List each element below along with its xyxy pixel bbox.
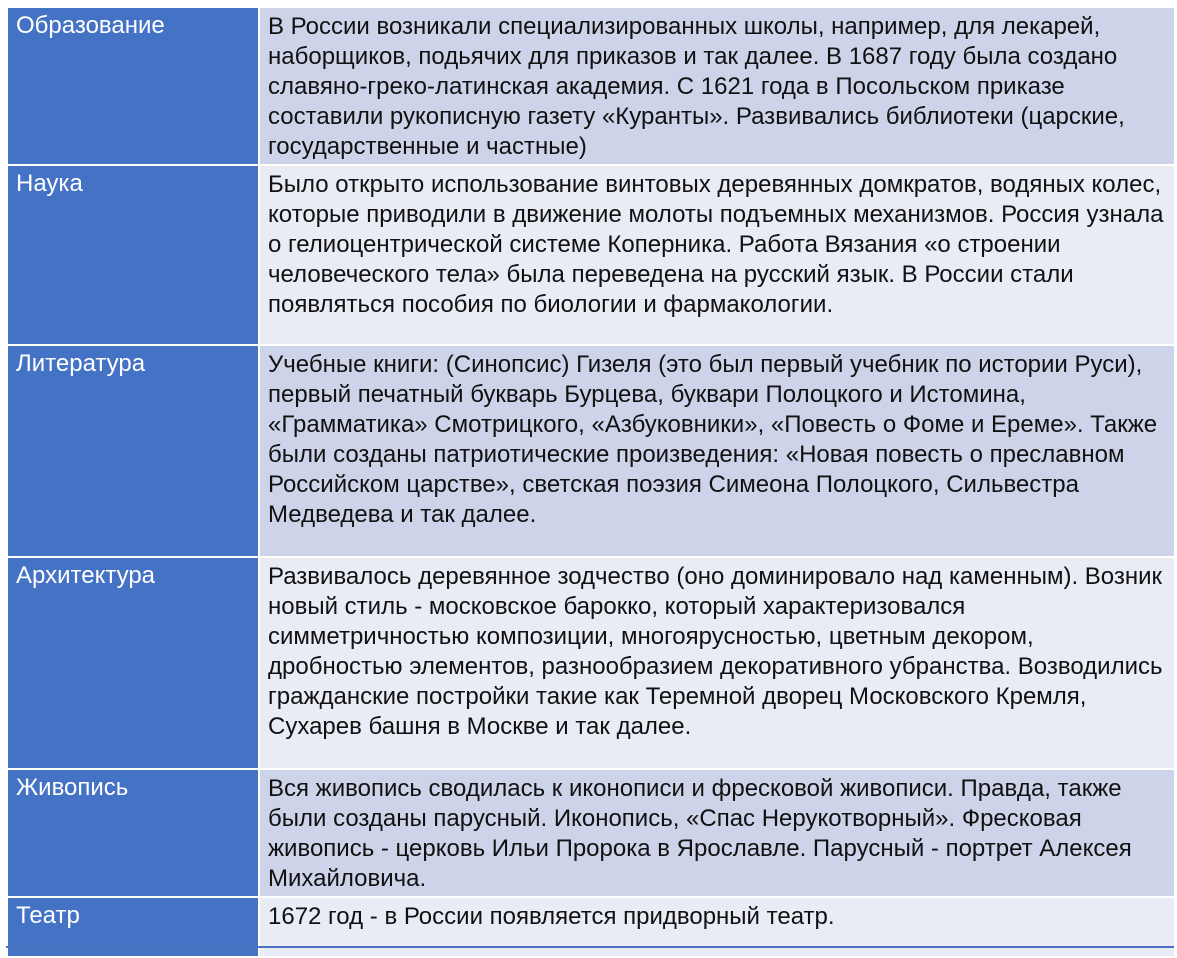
category-cell-architecture: Архитектура <box>7 557 259 769</box>
table-row-literature <box>7 345 1175 557</box>
category-cell-education: Образование <box>7 7 259 165</box>
category-cell-science: Наука <box>7 165 259 345</box>
category-cell-theatre: Театр <box>7 897 259 957</box>
table-row-architecture <box>7 557 1175 769</box>
description-cell-theatre: 1672 год - в России появляется придворный театр. <box>259 897 1175 957</box>
category-cell-painting: Живопись <box>7 769 259 897</box>
description-cell-literature: Учебные книги: (Синопсис) Гизеля (это был первый учебник по истории Руси), первый печатный букварь Бурцева, буквари Полоцкого и Истомина, «Грамматика» Смотрицкого, «Азбуковники», «Повесть о Фоме и Ереме». Также были созданы патриотические произведения: «Новая повесть о преславном Российском царстве», светская поэзия Симеона Полоцкого, Сильвестра Медведева и так далее. <box>259 345 1175 557</box>
table-row-painting <box>7 769 1175 897</box>
category-cell-literature: Литература <box>7 345 259 557</box>
description-cell-architecture: Развивалось деревянное зодчество (оно доминировало над каменным). Возник новый стиль - московское барокко, который характеризовался симметричностью композиции, многоярусностью, цветным декором, дробностью элементов, разнообразием декоративного убранства. Возводились гражданские постройки такие как Теремной дворец Московского Кремля, Сухарев башня в Москве и так далее. <box>259 557 1175 769</box>
table-row-education <box>7 7 1175 165</box>
culture-table <box>6 6 1176 958</box>
description-cell-education: В России возникали специализированных школы, например, для лекарей, наборщиков, подьячих для приказов и так далее. В 1687 году была создано славяно-греко-латинская академия. С 1621 года в Посольском приказе составили рукописную газету «Куранты». Развивались библиотеки (царские, государственные и частные) <box>259 7 1175 165</box>
table-row-theatre <box>7 897 1175 957</box>
description-cell-painting: Вся живопись сводилась к иконописи и фресковой живописи. Правда, также были созданы парусный. Иконопись, «Спас Нерукотворный». Фресковая живопись - церковь Ильи Пророка в Ярославле. Парусный - портрет Алексея Михайловича. <box>259 769 1175 897</box>
table-row-science <box>7 165 1175 345</box>
table-bottom-border <box>6 946 1174 948</box>
description-cell-science: Было открыто использование винтовых деревянных домкратов, водяных колес, которые приводили в движение молоты подъемных механизмов. Россия узнала о гелиоцентрической системе Коперника. Работа Вязания «о строении человеческого тела» была переведена на русский язык. В России стали появляться пособия по биологии и фармакологии. <box>259 165 1175 345</box>
